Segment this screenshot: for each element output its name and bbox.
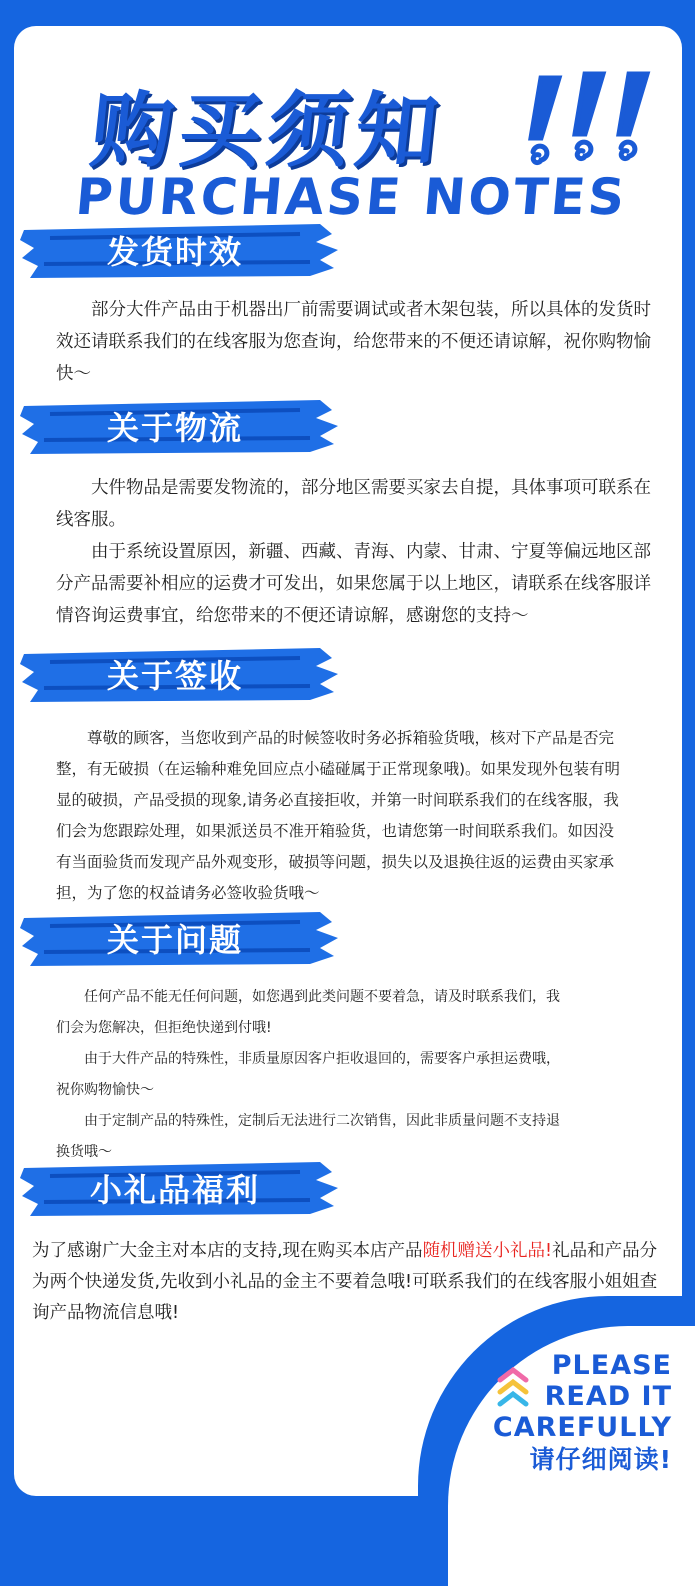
section-banner-issues — [20, 908, 340, 968]
section-text: 大件物品是需要发物流的，部分地区需要买家去自提，具体事项可联系在线客服。 — [56, 478, 651, 530]
section-heading: 关于物流 — [106, 409, 243, 447]
section-text: 由于系统设置原因，新疆、西藏、青海、内蒙、甘肃、宁夏等偏远地区部分产品需要补相应的运费才可发出，如果您属于以上地区，请联系在线客服详情咨询运费事宜，给您带来的不便还请谅解，感谢您的支持～ — [56, 542, 651, 626]
section-heading: 小礼品福利 — [89, 1171, 260, 1209]
exclamation-marks-icon — [519, 66, 659, 176]
please-read-badge — [482, 1350, 672, 1477]
please-line-2: READ IT — [544, 1381, 672, 1412]
page-title-en: PURCHASE NOTES — [73, 168, 630, 226]
section-banner-gift — [20, 1158, 340, 1218]
section-banner-receipt — [20, 644, 340, 704]
gift-text-after: 礼品和产品分为两个快递发货,先收到小礼品的金主不要着急哦!可联系我们的在线客服小姐姐查询产品物流信息哦! — [32, 1241, 658, 1323]
please-line-1: PLEASE — [551, 1350, 672, 1381]
section-heading: 关于签收 — [106, 657, 243, 695]
section-heading: 关于问题 — [106, 921, 243, 959]
page-title-cn: 购买须知 — [86, 84, 449, 179]
gift-text-highlight: 随机赠送小礼品! — [422, 1241, 553, 1261]
notice-card — [14, 26, 682, 1496]
section-text: 任何产品不能无任何问题，如您遇到此类问题不要着急，请及时联系我们，我们会为您解决，但拒绝快递到付哦! — [56, 989, 560, 1036]
section-banner-shipping — [20, 220, 340, 280]
section-heading: 发货时效 — [106, 233, 243, 271]
section-text: 尊敬的顾客，当您收到产品的时候签收时务必拆箱验货哦，核对下产品是否完整，有无破损（在运输种难免回应点小磕碰属于正常现象哦)。如果发现外包装有明显的破损，产品受损的现象,请务必直接拒收，并第一时间联系我们的在线客服，我们会为您跟踪处理，如果派送员不准开箱验货，也请您第一时间联系我们。如因没有当面验货而发现产品外观变形，破损等问题，损失以及退换往返的运费由买家承担，为了您的权益请务必签收验货哦～ — [56, 729, 621, 902]
please-line-cn: 请仔细阅读! — [529, 1445, 672, 1474]
please-line-3: CAREFULLY — [492, 1412, 672, 1443]
section-text: 部分大件产品由于机器出厂前需要调试或者木架包装，所以具体的发货时效还请联系我们的在线客服为您查询，给您带来的不便还请谅解，祝你购物愉快～ — [56, 300, 651, 384]
section-text: 由于大件产品的特殊性，非质量原因客户拒收退回的，需要客户承担运费哦，祝你购物愉快～ — [56, 1051, 560, 1098]
section-text: 由于定制产品的特殊性，定制后无法进行二次销售，因此非质量问题不支持退换货哦～ — [56, 1113, 560, 1160]
gift-text-before: 为了感谢广大金主对本店的支持,现在购买本店产品 — [32, 1241, 423, 1261]
section-banner-logistics — [20, 396, 340, 456]
